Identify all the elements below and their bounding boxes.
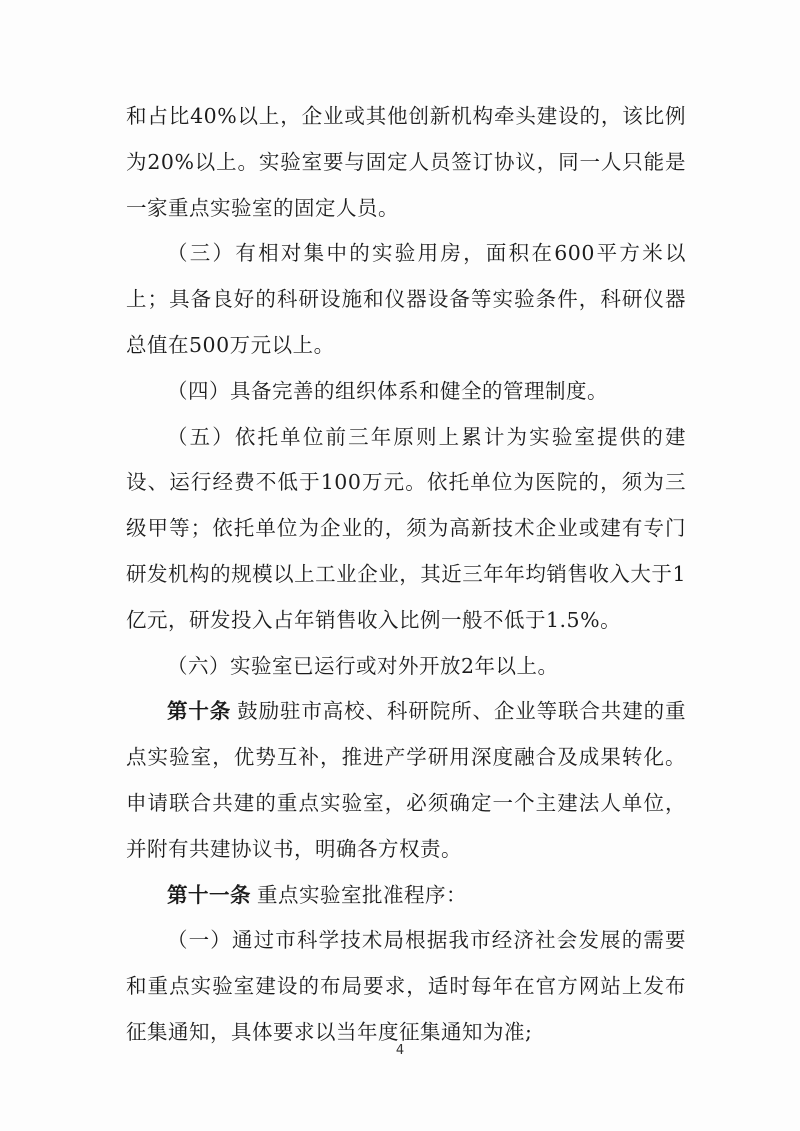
article-10 xyxy=(126,689,686,872)
paragraph-text: 鼓励驻市高校、科研院所、企业等联合共建的重点实验室，优势互补，推进产学研用深度融合及成果转化。申请联合共建的重点实验室，必须确定一个主建法人单位，并附有共建协议书，明确各方权责。 xyxy=(126,699,687,861)
paragraph-text: （一）通过市科学技术局根据我市经济社会发展的需要和重点实验室建设的布局要求，适时每年在官方网站上发布征集通知，具体要求以当年度征集通知为准; xyxy=(126,928,686,1044)
paragraph-item-1 xyxy=(126,918,686,1055)
paragraph-text: （六）实验室已运行或对外开放2年以上。 xyxy=(167,653,559,678)
article-heading: 第十一条 xyxy=(167,882,251,907)
page-number: 4 xyxy=(395,1043,405,1058)
paragraph-text: （五）依托单位前三年原则上累计为实验室提供的建设、运行经费不低于100万元。依托单位为医院的，须为三级甲等；依托单位为企业的，须为高新技术企业或建有专门研发机构的规模以上工业企业，其近三年年均销售收入大于1亿元，研发投入占年销售收入比例一般不低于1.5%。 xyxy=(126,424,686,632)
paragraph-text: （四）具备完善的组织体系和健全的管理制度。 xyxy=(167,378,608,403)
article-11 xyxy=(126,873,686,919)
paragraph-item-4 xyxy=(126,369,686,415)
article-heading: 第十条 xyxy=(167,699,232,724)
paragraph-text: 和占比40%以上，企业或其他创新机构牵头建设的，该比例为20%以上。实验室要与固定人员签订协议，同一人只能是一家重点实验室的固定人员。 xyxy=(126,104,686,220)
paragraph-text: 重点实验室批准程序： xyxy=(257,882,467,907)
paragraph-continuation xyxy=(126,94,686,231)
paragraph-item-5 xyxy=(126,415,686,644)
paragraph-text: （三）有相对集中的实验用房，面积在600平方米以上；具备良好的科研设施和仪器设备等实验条件，科研仪器总值在500万元以上。 xyxy=(126,241,686,357)
paragraph-item-6 xyxy=(126,644,686,690)
document-body xyxy=(126,94,686,1056)
paragraph-item-3 xyxy=(126,231,686,368)
